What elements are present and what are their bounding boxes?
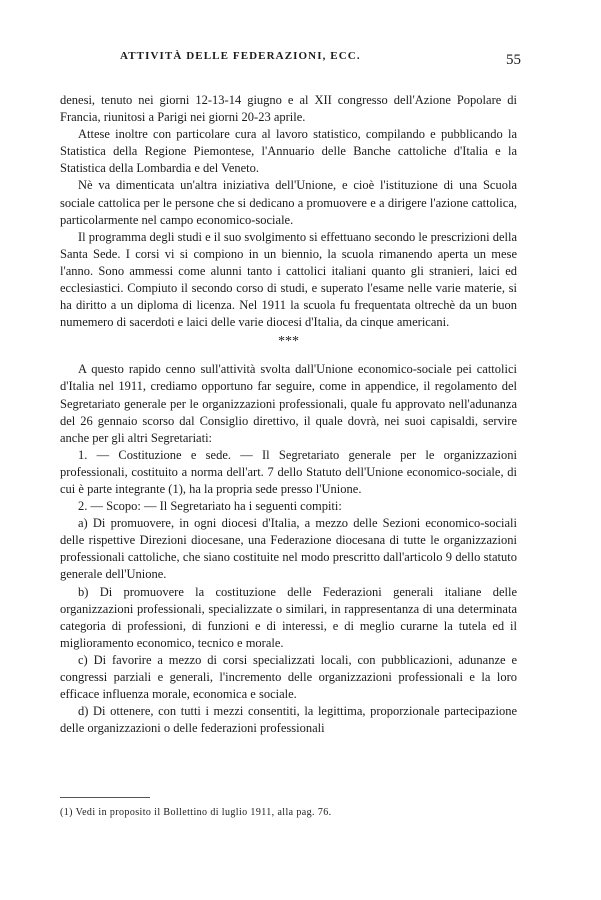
page-header [120, 50, 521, 68]
running-title: ATTIVITÀ DELLE FEDERAZIONI, ECC. [120, 50, 361, 62]
paragraph: 2. — Scopo: — Il Segretariato ha i seguenti compiti: [78, 499, 342, 514]
paragraph: A questo rapido cenno sull'attività svolta dall'Unione economico-sociale pei cattolici d'Italia nel 1911, crediamo opportuno far seguire, come in appendice, il regolamento del Segretariato generale per le organizzazioni professionali, quale fu approvato nell'adunanza del 26 gennaio scorso dal Consiglio direttivo, il quale dovrà, nei suoi capisaldi, servire anche per gli altri Segretariati: [60, 362, 517, 445]
paragraph: a) Di promuovere, in ogni diocesi d'Italia, a mezzo delle Sezioni economico-sociali delle rispettive Direzioni diocesane, una Federazione diocesana di tutte le organizzazioni professionali cattoliche, che siano costituite nel modo prescritto dall'articolo 9 dello statuto generale dell'Unione. [60, 516, 517, 582]
paragraph: c) Di favorire a mezzo di corsi specializzati locali, con pubblicazioni, adunanze e congressi parziali e generali, l'incremento delle organizzazioni professionali e la loro efficace influenza morale, economica e sociale. [60, 652, 517, 702]
paragraph: Il programma degli studi e il suo svolgimento si effettuano secondo le prescrizioni della Santa Sede. I corsi vi si compiono in un biennio, la scuola rimanendo aperta un mese l'anno. Sono ammessi come alunni tanto i cattolici italiani quanto gli stranieri, laici ed ecclesiastici. Compiuto il secondo corso di studi, e superato l'esame nelle varie materie, si ha diritto a un diploma di licenza. Nel 1911 la scuola fu frequentata oltrechè da un buon numemero di sacerdoti e laici delle varie diocesi d'Italia, da cinque americani. [60, 229, 517, 330]
footnote-rule [60, 797, 150, 798]
section-divider [60, 331, 517, 361]
paragraph: Nè va dimenticata un'altra iniziativa dell'Unione, e cioè l'istituzione di una Scuola sociale cattolica per le persone che si dedicano a promuovere e a dirigere l'azione cattolica, particolarmente nel campo economico-sociale. [60, 178, 517, 227]
body-text [60, 92, 517, 737]
page-number: 55 [506, 52, 521, 68]
asterism: *** [278, 334, 299, 350]
paragraph: b) Di promuovere la costituzione delle Federazioni generali italiane delle organizzazioni professionali, specializzate o similari, in rappresentanza di una determinata categoria di professioni, di funzioni e di interessi, e di meglio curarne la tutela ed il miglioramento economico, tecnico e morale. [60, 584, 517, 650]
paragraph: Attese inoltre con particolare cura al lavoro statistico, compilando e pubblicando la Statistica della Regione Piemontese, l'Annuario delle Banche cattoliche d'Italia e la Statistica della Lombardia e del Veneto. [60, 127, 517, 176]
paragraph: 1. — Costituzione e sede. — Il Segretariato generale per le organizzazioni professionali, costituito a norma dell'art. 7 dello Statuto dell'Unione economico-sociale, di cui è parte integrante (1), ha la propria sede presso l'Unione. [60, 447, 517, 496]
paragraph: d) Di ottenere, con tutti i mezzi consentiti, la legittima, proporzionale partecipazione delle organizzazioni o delle federazioni professionali [60, 704, 517, 736]
footnote: (1) Vedi in proposito il Bollettino di luglio 1911, alla pag. 76. [60, 807, 332, 818]
paragraph: denesi, tenuto nei giorni 12-13-14 giugno e al XII congresso dell'Azione Popolare di Francia, riunitosi a Parigi nei giorni 20-23 aprile. [60, 93, 517, 125]
